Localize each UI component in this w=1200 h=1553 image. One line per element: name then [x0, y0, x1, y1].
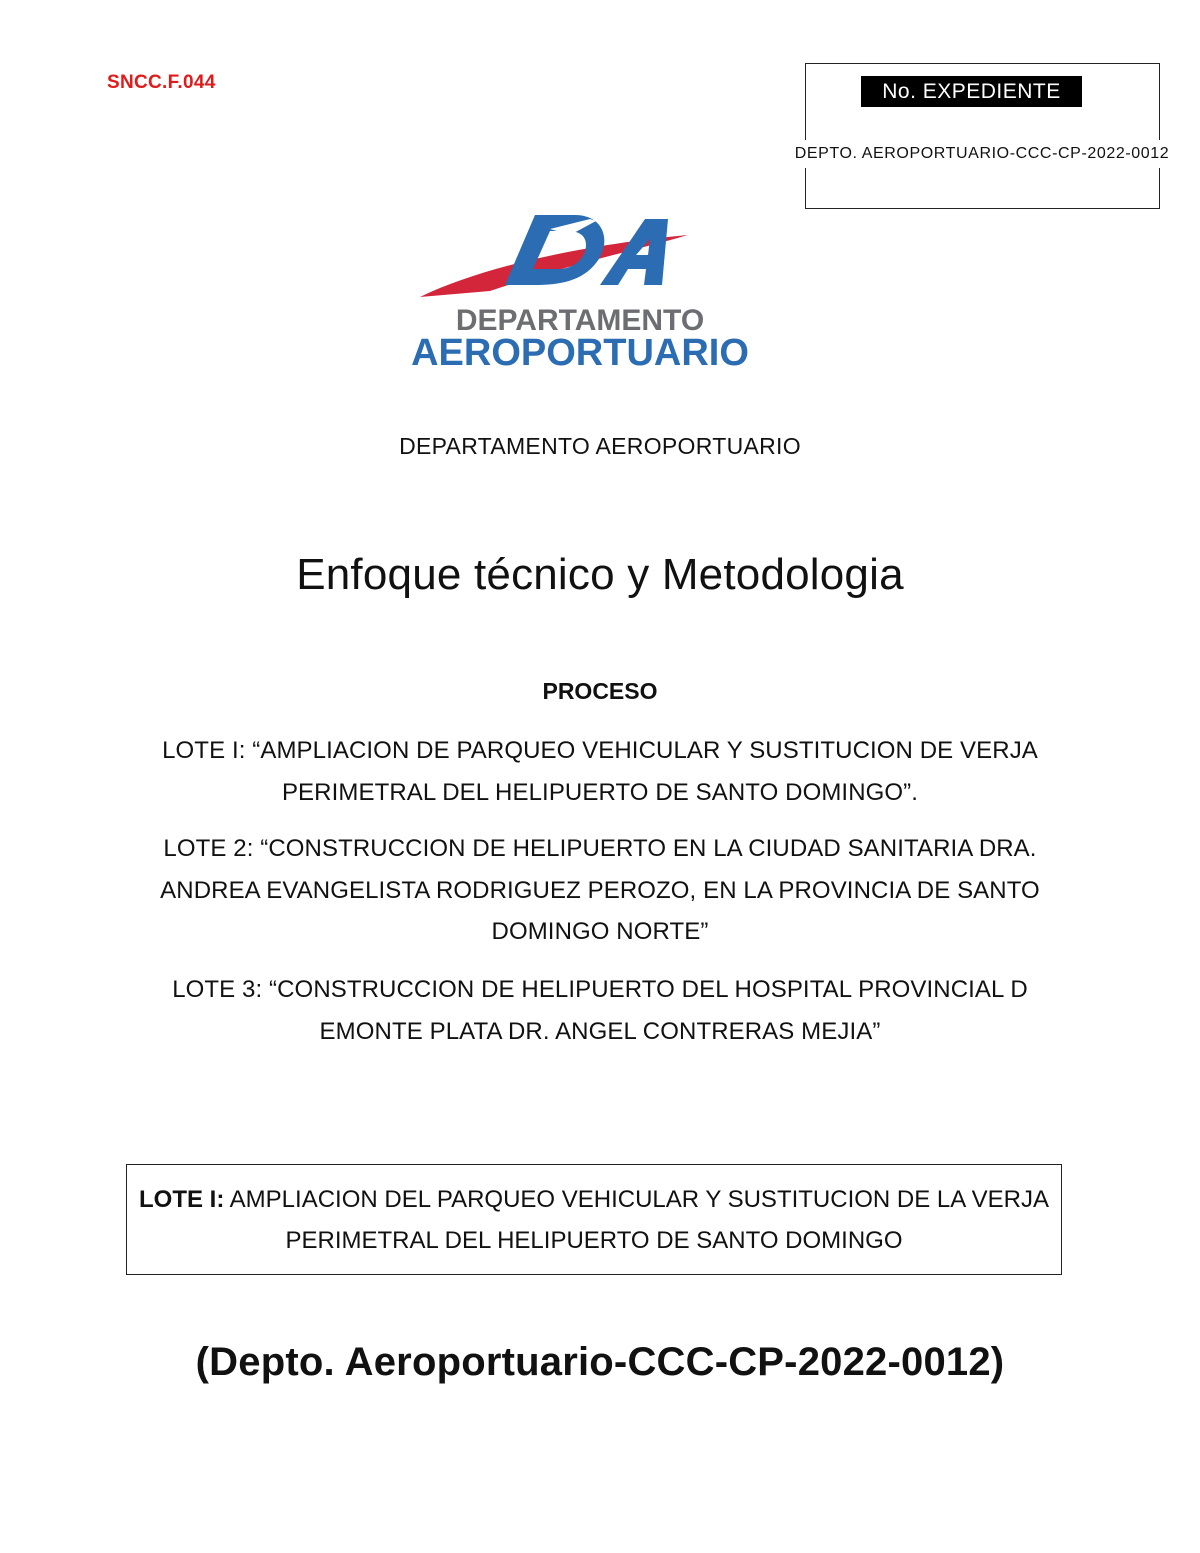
selected-lot-description: AMPLIACION DEL PARQUEO VEHICULAR Y SUSTITUCION DE LA VERJA PERIMETRAL DEL HELIPUERTO DE SANTO DOMINGO	[229, 1185, 1049, 1254]
logo-letter-d	[505, 215, 604, 285]
expediente-label: No. EXPEDIENTE	[861, 76, 1082, 107]
selected-lot-label: LOTE I:	[139, 1185, 225, 1213]
selected-lot-text	[139, 1179, 1049, 1261]
lote-2-description: LOTE 2: “CONSTRUCCION DE HELIPUERTO EN LA CIUDAD SANITARIA DRA. ANDREA EVANGELISTA RODRIGUEZ PEROZO, EN LA PROVINCIA DE SANTO DOMINGO NORTE”	[160, 835, 1040, 945]
expediente-value: DEPTO. AEROPORTUARIO-CCC-CP-2022-0012	[794, 145, 1170, 162]
logo-line1: DEPARTAMENTO	[455, 304, 705, 337]
process-code: (Depto. Aeroportuario-CCC-CP-2022-0012)	[195, 1340, 1005, 1384]
lote-1-description: LOTE I: “AMPLIACION DE PARQUEO VEHICULAR Y SUSTITUCION DE VERJA PERIMETRAL DEL HELIPUERTO DE SANTO DOMINGO”.	[162, 737, 1038, 806]
lote-3-description: LOTE 3: “CONSTRUCCION DE HELIPUERTO DEL HOSPITAL PROVINCIAL D EMONTE PLATA DR. ANGEL CONTRERAS MEJIA”	[172, 976, 1028, 1045]
departamento-aeroportuario-logo	[400, 205, 760, 375]
proceso-heading: PROCESO	[542, 678, 658, 704]
department-name: DEPARTAMENTO AEROPORTUARIO	[399, 433, 801, 459]
document-title: Enfoque técnico y Metodologia	[296, 550, 904, 599]
selected-lot-box	[126, 1164, 1062, 1275]
form-code: SNCC.F.044	[107, 72, 216, 93]
logo-line2: AEROPORTUARIO	[411, 332, 749, 374]
